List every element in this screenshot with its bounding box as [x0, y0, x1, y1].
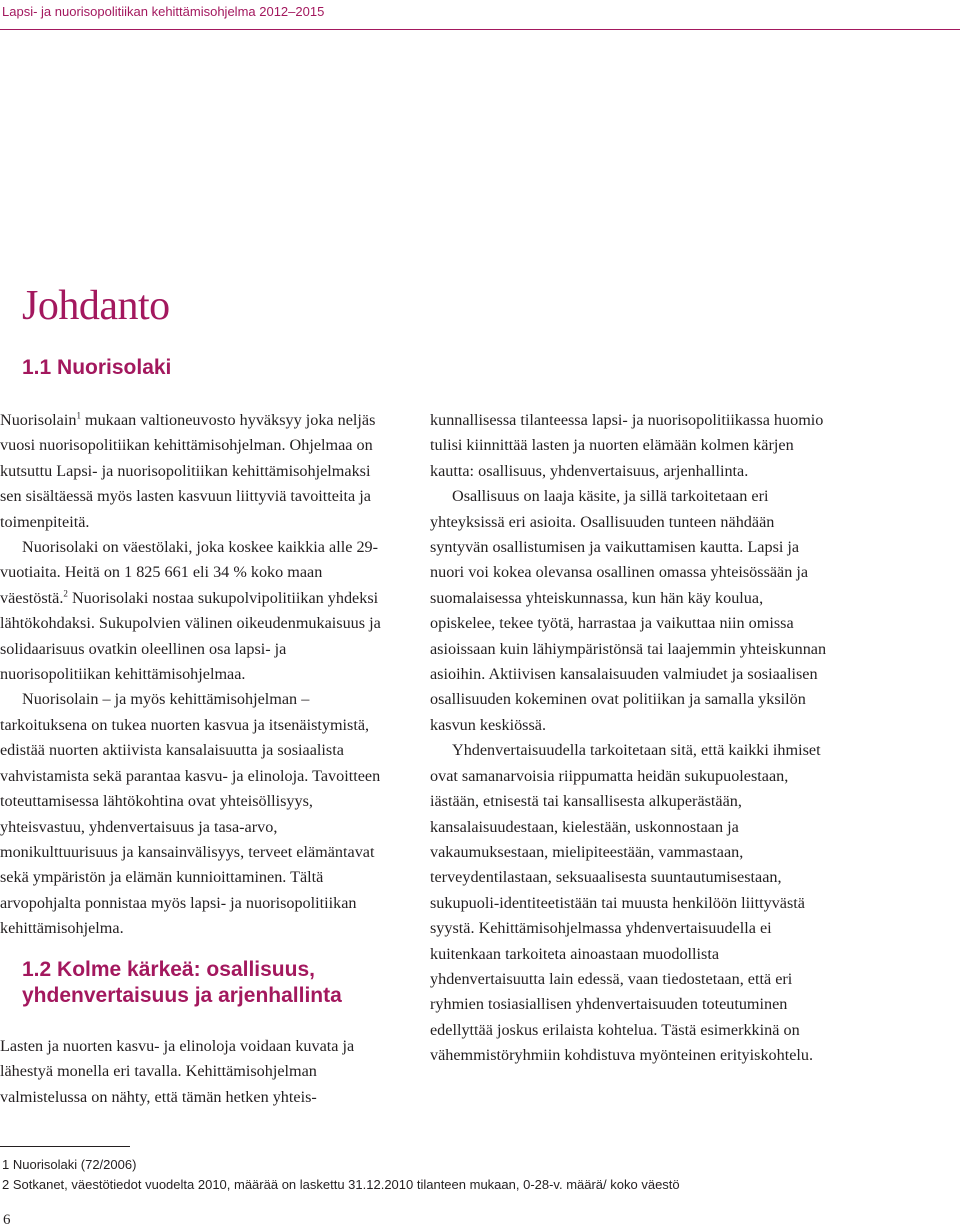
footnotes	[2, 1155, 680, 1195]
paragraph-text: Nuorisolaki nostaa sukupolvipolitiikan yhdeksi lähtökohdaksi. Sukupolvien välinen oikeudenmukaisuus ja solidaarisuus ovatkin oleellinen osa lapsi- ja nuorisopolitiikan kehittämisohjelmaa.	[0, 588, 381, 684]
footnote-1: 1 Nuorisolaki (72/2006)	[2, 1157, 137, 1172]
paragraph-3: Nuorisolain – ja myös kehittämisohjelman – tarkoituksena on tukea nuorten kasvua ja itsenäistymistä, edistää nuorten aktiivista kansalaisuutta ja sosiaalista vahvistamista sekä parantaa kasvu- ja elinoloja. Tavoitteen toteuttamisessa lähtökohtina ovat yhteisöllisyys, yhteisvastuu, yhdenvertaisuus ja tasa-arvo, monikulttuurisuus ja kansainvälisyys, terveet elämäntavat sekä ympäristön ja elämän kunnioittaminen. Tältä arvopohjalta ponnistaa myös lapsi- ja nuorisopolitiikan kehittämisohjelma.	[0, 690, 381, 938]
paragraph-text: mukaan valtioneuvosto hyväksyy joka neljäs vuosi nuorisopolitiikan kehittämisohjelman. Ohjelmaa on kutsuttu Lapsi- ja nuorisopolitiikan kehittämisohjelmaksi sen sisältäessä myös lasten kasvuun liittyviä tavoitteita ja toimenpiteitä.	[0, 411, 376, 531]
running-head-text: Lapsi- ja nuorisopolitiikan kehittämisohjelma 2012–2015	[2, 4, 325, 19]
paragraph-1	[0, 408, 392, 535]
paragraph-text: Nuorisolain	[0, 411, 77, 429]
paragraph-2	[0, 535, 392, 687]
paragraph-4-end: kunnallisessa tilanteessa lapsi- ja nuorisopolitiikassa huomio tulisi kiinnittää lasten ja nuorten elämään kolmen kärjen kautta: osallisuus, yhdenvertaisuus, arjenhallinta.	[430, 411, 824, 480]
paragraph-6: Yhdenvertaisuudella tarkoitetaan sitä, että kaikki ihmiset ovat samanarvoisia riippumatta heidän sukupuolestaan, iästään, etnisestä tai kansallisesta alkuperästään, kansalaisuudestaan, kielestään, uskonnostaan ja vakaumuksestaan, mielipiteestään, vammastaan, terveydentilastaan, seksuaalisesta suuntautumisestaan, sukupuoli-identiteetistään tai muusta henkilöön liittyvästä syystä. Kehittämisohjelmassa yhdenvertaisuudella ei kuitenkaan tarkoiteta ainoastaan muodollista yhdenvertaisuutta lain edessä, vaan tiedostetaan, että eri ryhmien tosiasiallisen yhdenvertaisuuden toteutuminen edellyttää joskus erilaista kohtelua. Tästä esimerkkinä on vähemmistöryhmiin kohdistuva myönteinen erityiskohtelu.	[430, 741, 821, 1065]
header-rule	[0, 29, 960, 30]
paragraph-4-start: Lasten ja nuorten kasvu- ja elinoloja voidaan kuvata ja lähestyä monella eri tavalla. Kehittämisohjelman valmistelussa on nähty, että tämän hetken yhteis-	[0, 1037, 355, 1106]
paragraph-5: Osallisuus on laaja käsite, ja sillä tarkoitetaan eri yhteyksissä eri asioita. Osallisuuden tunteen nähdään syntyvän osallistumisen ja vaikuttamisen kautta. Lapsi ja nuori voi kokea olevansa osallinen omassa yhteisössään ja suomalaisessa yhteiskunnassa, kun hän käy koulua, opiskelee, tekee työtä, harrastaa ja vaikuttaa niin omissa asioissaan kuin lähiympäristönsä tai laajemmin yhteiskunnan asioihin. Aktiivisen kansalaisuuden valmiudet ja sosiaalisen osallisuuden kokeminen ovat politiikan ja samalla yksilön kasvun keskiössä.	[430, 487, 827, 734]
chapter-title: Johdanto	[22, 283, 170, 329]
left-column-section-1-1	[0, 408, 392, 942]
footnote-ref-2: 2	[63, 588, 68, 599]
paragraph-text: Nuorisolaki on väestölaki, joka koskee kaikkia alle 29-vuotiaita. Heitä on 1 825 661 eli 34 % koko maan väestöstä.	[0, 538, 379, 607]
left-column-section-1-2	[0, 1034, 392, 1110]
footnote-ref-1: 1	[76, 410, 81, 421]
footnote-rule	[0, 1146, 130, 1147]
running-head	[0, 0, 960, 23]
section-heading-1-1: 1.1 Nuorisolaki	[22, 356, 172, 379]
right-column	[430, 408, 830, 1069]
footnote-2: 2 Sotkanet, väestötiedot vuodelta 2010, määrää on laskettu 31.12.2010 tilanteen mukaan, 0-28-v. määrä/ koko väestö	[2, 1177, 680, 1192]
page-number: 6	[3, 1212, 11, 1228]
section-heading-1-2: 1.2 Kolme kärkeä: osallisuus, yhdenvertaisuus ja arjenhallinta	[22, 958, 342, 1007]
